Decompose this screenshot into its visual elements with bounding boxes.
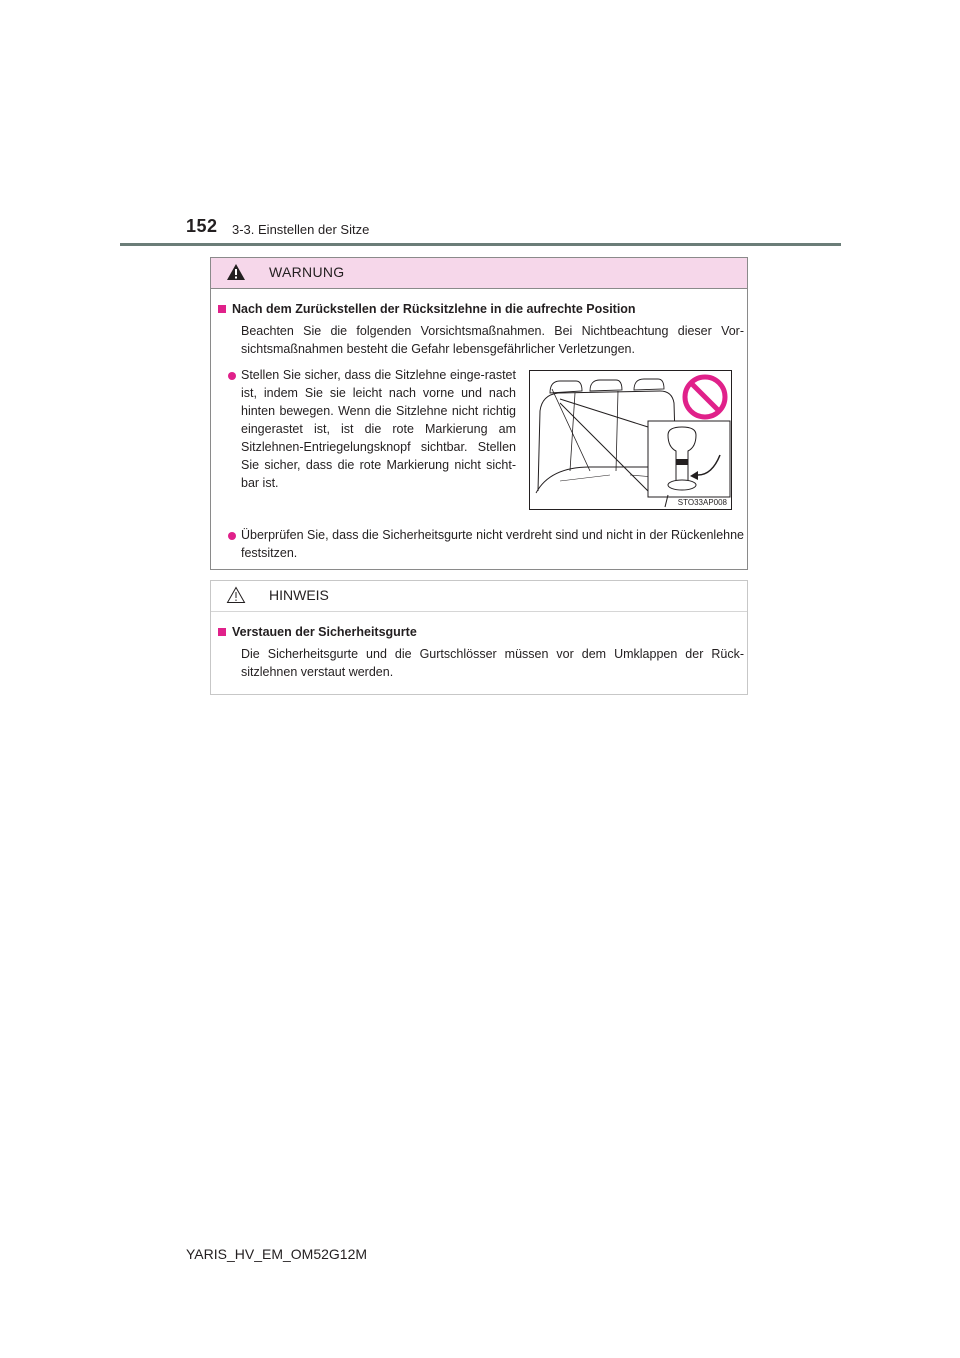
warning-title: WARNUNG bbox=[269, 264, 345, 280]
footer-doc-code: YARIS_HV_EM_OM52G12M bbox=[186, 1246, 368, 1262]
square-bullet-icon bbox=[218, 628, 226, 636]
note-title: HINWEIS bbox=[269, 587, 329, 603]
note-box bbox=[210, 580, 748, 695]
warning-triangle-filled-icon bbox=[226, 263, 246, 281]
warning-bullet-1: Stellen Sie sicher, dass die Sitzlehne einge-rastet ist, indem Sie sie leicht nach vorne und nach hinten bewegen. Wenn die Sitzlehne nicht richtig eingerastet ist, ist die rote Markierung am Sitzlehnen-Entriegelungsknopf sichtbar. Stellen Sie sicher, dass die rote Markierung nicht sicht-bar ist. bbox=[241, 368, 516, 490]
warning-triangle-outline-icon bbox=[226, 586, 246, 604]
header-rule bbox=[120, 243, 841, 246]
prohibition-sign-icon bbox=[685, 377, 725, 417]
rear-seat-knob-illustration bbox=[530, 371, 731, 509]
warning-heading: Nach dem Zurückstellen der Rücksitzlehne in die aufrechte Position bbox=[232, 302, 636, 316]
warning-intro: Beachten Sie die folgenden Vorsichtsmaßnahmen. Bei Nichtbeachtung dieser Vor-sichtsmaßnahmen besteht die Gefahr lebensgefährlicher Verletzungen. bbox=[241, 324, 744, 356]
warning-heading-row bbox=[218, 302, 636, 316]
note-heading: Verstauen der Sicherheitsgurte bbox=[232, 625, 417, 639]
section-title: 3-3. Einstellen der Sitze bbox=[232, 222, 370, 237]
illustration-code: STO33AP008 bbox=[677, 498, 727, 507]
bullet-dot-icon bbox=[228, 372, 236, 380]
seat-release-illustration bbox=[529, 370, 732, 510]
square-bullet-icon bbox=[218, 305, 226, 313]
warning-box bbox=[210, 257, 748, 570]
note-text: Die Sicherheitsgurte und die Gurtschlösser müssen vor dem Umklappen der Rück-sitzlehnen verstaut werden. bbox=[241, 647, 744, 679]
bullet-dot-icon bbox=[228, 532, 236, 540]
note-header bbox=[211, 581, 747, 612]
warning-header bbox=[211, 258, 747, 289]
note-heading-row bbox=[218, 625, 417, 639]
page-number: 152 bbox=[186, 216, 218, 236]
warning-bullet-2: Überprüfen Sie, dass die Sicherheitsgurte nicht verdreht sind und nicht in der Rückenlehne festsitzen. bbox=[241, 528, 744, 560]
